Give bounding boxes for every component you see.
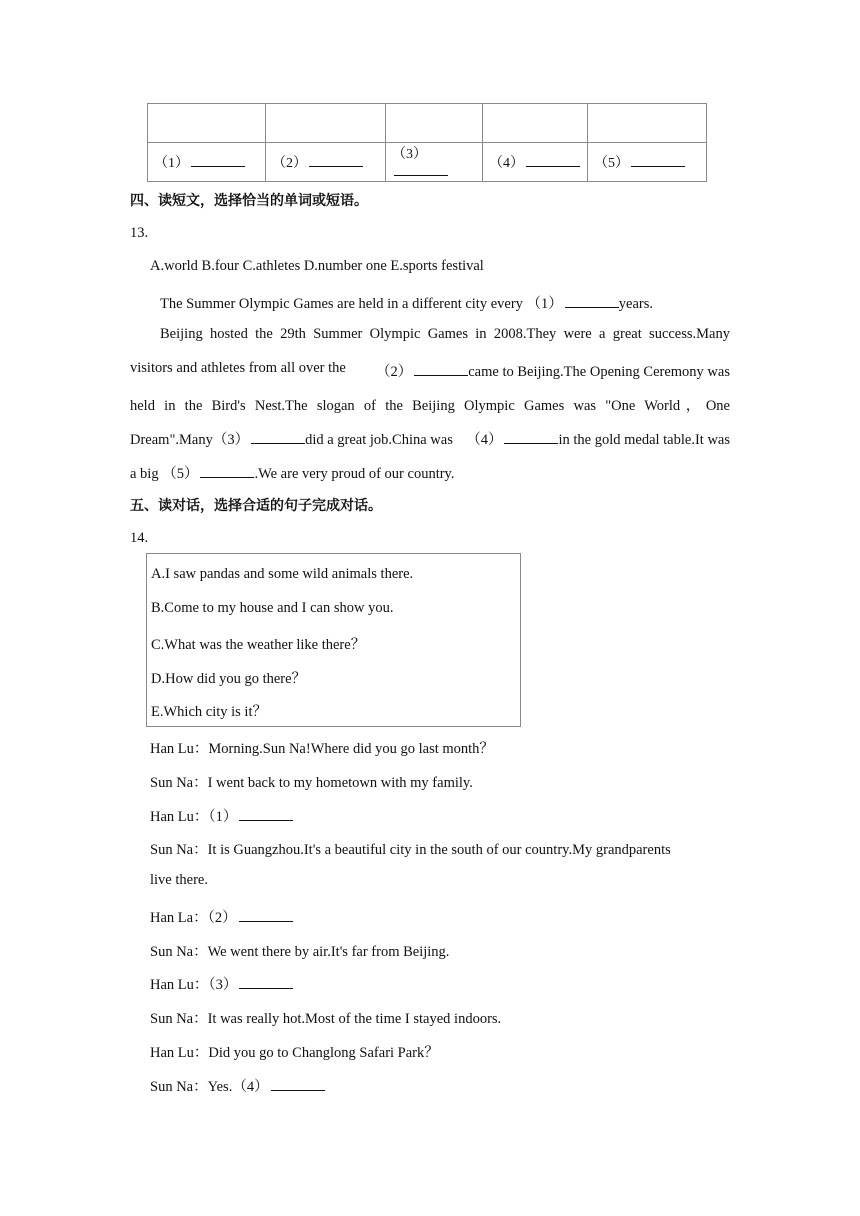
answer-blank[interactable] — [394, 163, 448, 176]
answer-table-empty-row — [148, 104, 707, 143]
option-c: C.What was the weather like there？ — [151, 637, 366, 653]
passage-line-1: The Summer Olympic Games are held in a different city every （1） years. — [160, 296, 654, 312]
dialogue-line: live there. — [150, 872, 208, 888]
dialogue-line: Sun Na：We went there by air.It's far from Beijing. — [150, 944, 450, 960]
options-box — [146, 553, 521, 727]
passage-line-4: held in the Bird's Nest.The slogan of the Beijing Olympic Games was "One World，One — [130, 398, 730, 414]
answer-blank[interactable] — [191, 154, 245, 167]
dialogue-blank-3[interactable] — [239, 976, 293, 989]
section5-heading: 五、读对话，选择合适的句子完成对话。 — [130, 498, 382, 514]
passage-line-2: Beijing hosted the 29th Summer Olympic Games in 2008.They were a great success.Many — [160, 326, 730, 342]
dialogue-line: Han Lu：Morning.Sun Na!Where did you go last month？ — [150, 741, 494, 757]
dialogue-blank-1[interactable] — [239, 808, 293, 821]
passage-line-5: Dream".Many（3） did a great job.China was （4） in the gold medal table.It was — [130, 432, 730, 448]
question-13-number: 13. — [130, 225, 149, 241]
answer-cell-3: （3） — [386, 143, 483, 182]
answer-blank[interactable] — [526, 154, 580, 167]
answer-cell-empty — [148, 104, 266, 143]
passage-blank-3[interactable] — [251, 431, 305, 444]
option-b: B.Come to my house and I can show you. — [151, 600, 394, 616]
answer-cell-empty — [483, 104, 588, 143]
option-d: D.How did you go there？ — [151, 671, 307, 687]
dialogue-line: Sun Na：It is Guangzhou.It's a beautiful city in the south of our country.My grandparents — [150, 842, 671, 858]
answer-cell-empty — [386, 104, 483, 143]
answer-cell-2: （2） — [266, 143, 386, 182]
dialogue-blank-4[interactable] — [271, 1078, 325, 1091]
passage-blank-2[interactable] — [414, 363, 468, 376]
dialogue-line: Sun Na：Yes.（4） — [150, 1075, 325, 1096]
dialogue-line: Sun Na：I went back to my hometown with my family. — [150, 775, 473, 791]
passage-line-6: a big （5） .We are very proud of our country. — [130, 466, 455, 482]
answer-cell-empty — [266, 104, 386, 143]
answer-blank[interactable] — [631, 154, 685, 167]
question-13-options: A.world B.four C.athletes D.number one E.sports festival — [150, 258, 484, 274]
answer-cell-1: （1） — [148, 143, 266, 182]
answer-blank[interactable] — [309, 154, 363, 167]
dialogue-line: Han Lu：（3） — [150, 973, 293, 994]
option-a: A.I saw pandas and some wild animals there. — [151, 566, 414, 582]
dialogue-line: Han Lu：Did you go to Changlong Safari Park？ — [150, 1045, 439, 1061]
option-e: E.Which city is it？ — [151, 704, 267, 720]
answer-table — [147, 103, 707, 182]
passage-blank-4[interactable] — [504, 431, 558, 444]
dialogue-blank-2[interactable] — [239, 909, 293, 922]
answer-cell-4: （4） — [483, 143, 588, 182]
question-14-number: 14. — [130, 530, 149, 546]
passage-line-3: visitors and athletes from all over the （2） came to Beijing.The Opening Ceremony was — [130, 360, 730, 380]
answer-cell-empty — [588, 104, 707, 143]
dialogue-line: Han La：（2） — [150, 906, 293, 927]
dialogue-line: Han Lu：（1） — [150, 805, 293, 826]
answer-cell-5: （5） — [588, 143, 707, 182]
section4-heading: 四、读短文，选择恰当的单词或短语。 — [130, 193, 368, 209]
dialogue-line: Sun Na：It was really hot.Most of the time I stayed indoors. — [150, 1011, 502, 1027]
passage-blank-1[interactable] — [565, 295, 619, 308]
passage-blank-5[interactable] — [200, 465, 254, 478]
answer-table-label-row — [148, 143, 707, 182]
